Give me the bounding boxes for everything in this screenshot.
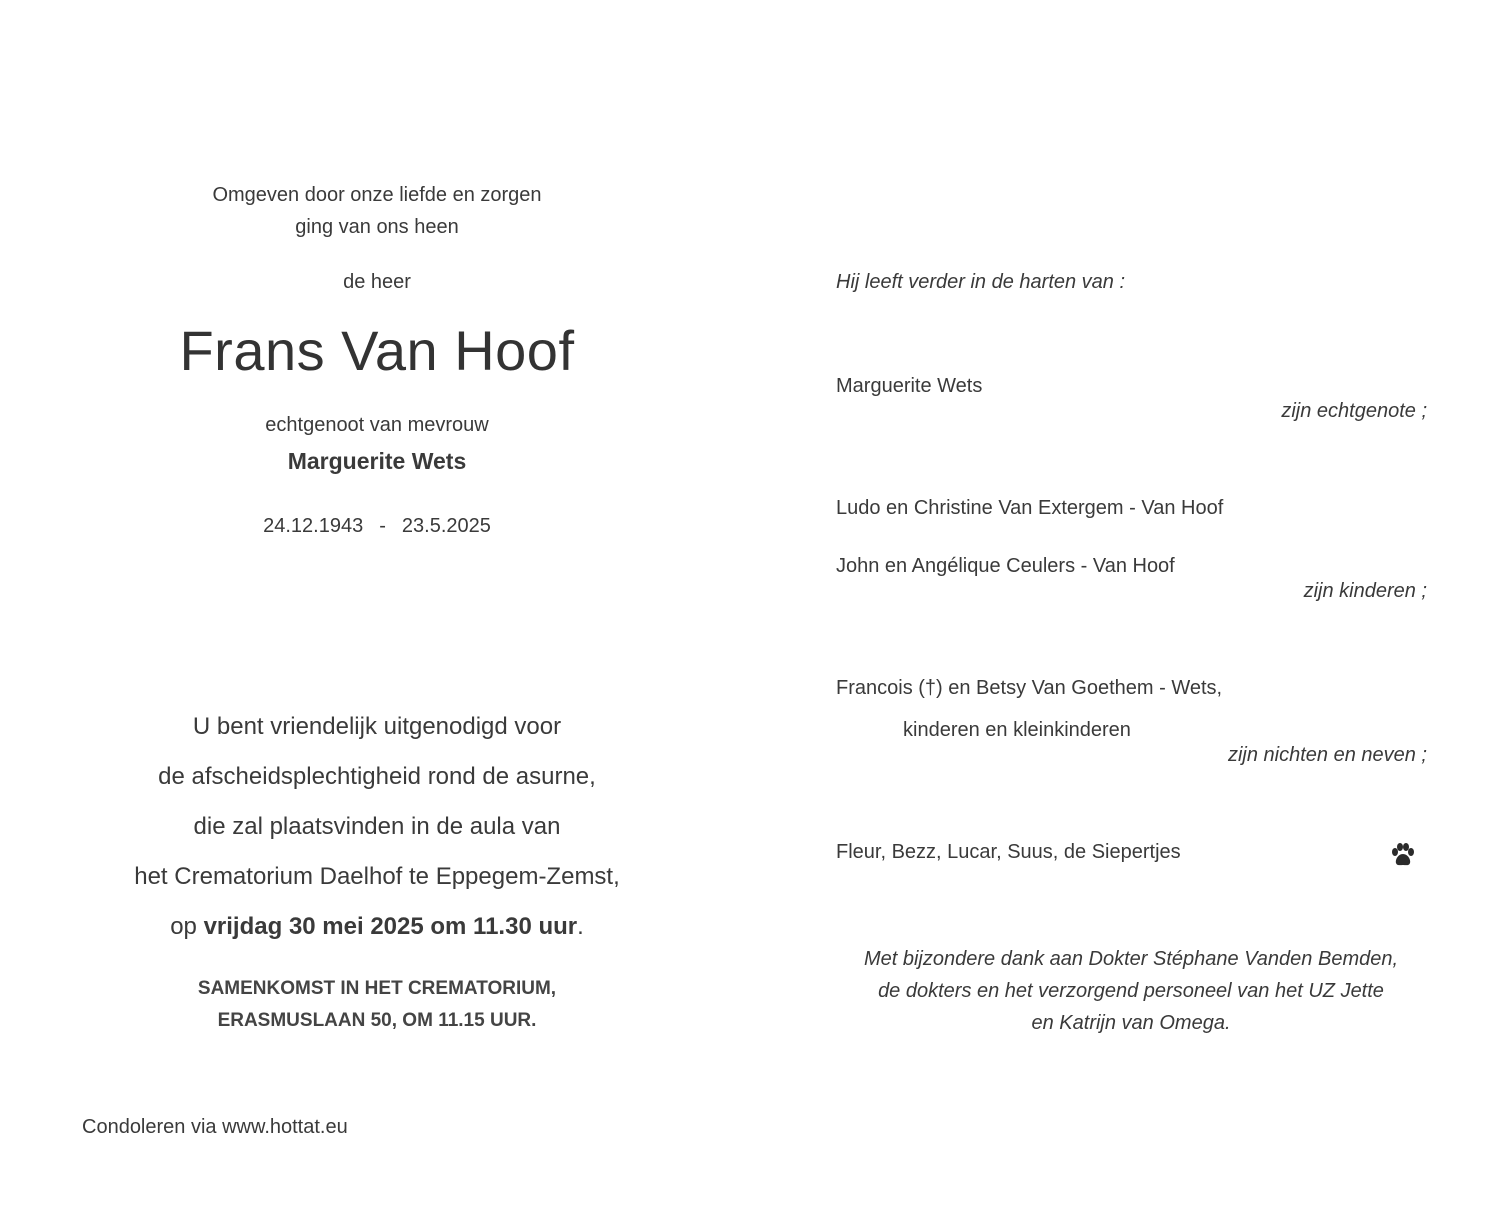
thanks-line-1: Met bijzondere dank aan Dokter Stéphane Vanden Bemden, bbox=[863, 948, 1399, 970]
survivor-pets: Fleur, Bezz, Lucar, Suus, de Siepertjes bbox=[836, 841, 1181, 863]
invitation-text bbox=[77, 702, 677, 952]
thanks-note bbox=[836, 943, 1426, 1039]
invitation-line-5 bbox=[77, 902, 677, 952]
survivor-relative-1-sub: kinderen en kleinkinderen bbox=[903, 719, 1131, 741]
condolence-link[interactable]: Condoleren via www.hottat.eu bbox=[82, 1116, 348, 1138]
ceremony-datetime: vrijdag 30 mei 2025 om 11.30 uur bbox=[203, 913, 578, 940]
survivor-spouse: Marguerite Wets bbox=[836, 375, 983, 397]
invitation-prefix: op bbox=[170, 913, 204, 940]
honorific: de heer bbox=[343, 271, 411, 293]
role-children: zijn kinderen ; bbox=[1303, 580, 1427, 602]
survivor-child-1: Ludo en Christine Van Extergem - Van Hoof bbox=[836, 497, 1224, 519]
invitation-line-1: U bent vriendelijk uitgenodigd voor bbox=[192, 713, 562, 740]
paw-icon bbox=[1389, 841, 1417, 869]
survivor-child-2: John en Angélique Ceulers - Van Hoof bbox=[836, 555, 1175, 577]
role-relatives: zijn nichten en neven ; bbox=[1227, 744, 1427, 766]
gathering-line-1: SAMENKOMST IN HET CREMATORIUM, bbox=[197, 978, 557, 999]
intro-text bbox=[77, 179, 677, 243]
intro-line-2: ging van ons heen bbox=[295, 216, 459, 238]
survivors-heading: Hij leeft verder in de harten van : bbox=[836, 271, 1126, 293]
date-separator: - bbox=[379, 515, 386, 537]
gathering-notice bbox=[77, 973, 677, 1037]
invitation-suffix: . bbox=[577, 913, 584, 940]
birth-date: 24.12.1943 bbox=[263, 515, 364, 537]
thanks-line-2: de dokters en het verzorgend personeel van het UZ Jette bbox=[878, 980, 1384, 1002]
thanks-line-3: en Katrijn van Omega. bbox=[1031, 1012, 1231, 1034]
invitation-line-3: die zal plaatsvinden in de aula van bbox=[193, 813, 561, 840]
deceased-name: Frans Van Hoof bbox=[179, 319, 575, 382]
death-date: 23.5.2025 bbox=[401, 515, 491, 537]
spouse-name: Marguerite Wets bbox=[287, 448, 467, 474]
invitation-line-2: de afscheidsplechtigheid rond de asurne, bbox=[158, 763, 596, 790]
invitation-line-4: het Crematorium Daelhof te Eppegem-Zemst, bbox=[134, 863, 620, 890]
spouse-label: echtgenoot van mevrouw bbox=[265, 414, 489, 436]
intro-line-1: Omgeven door onze liefde en zorgen bbox=[212, 184, 542, 206]
life-dates bbox=[77, 515, 677, 538]
role-spouse: zijn echtgenote ; bbox=[1281, 400, 1427, 422]
survivor-relative-1: Francois (†) en Betsy Van Goethem - Wets, bbox=[836, 677, 1223, 699]
gathering-line-2: ERASMUSLAAN 50, OM 11.15 UUR. bbox=[217, 1010, 537, 1031]
